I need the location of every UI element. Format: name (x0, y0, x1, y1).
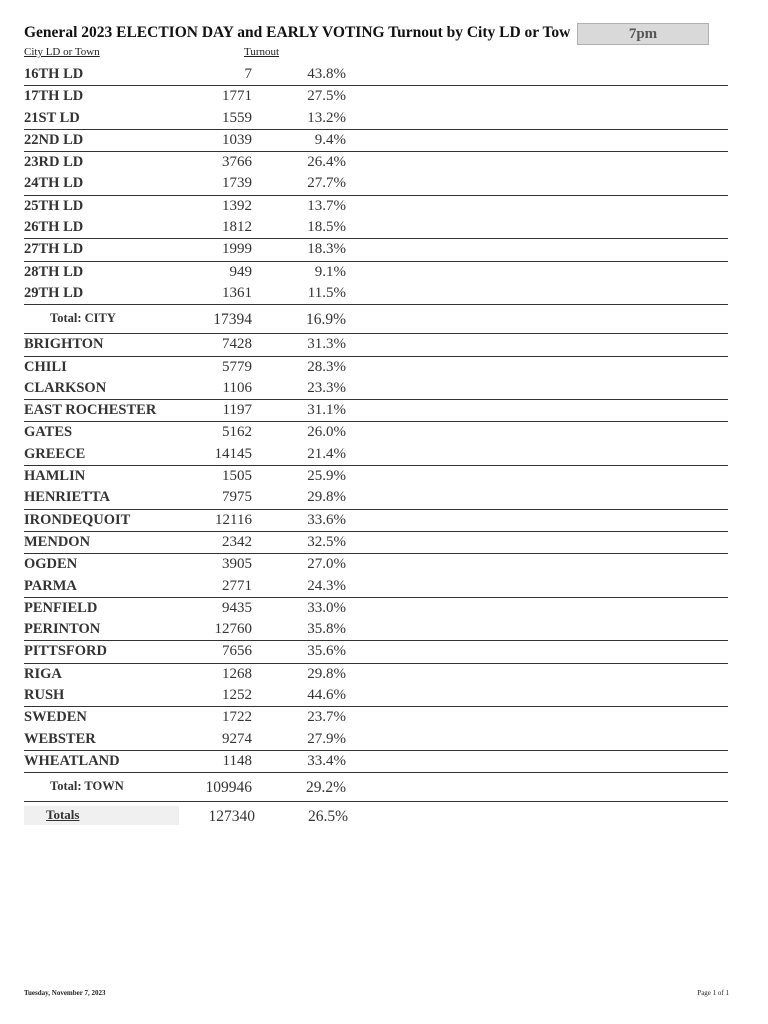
row-name: 23RD LD (24, 154, 84, 171)
row-turnout: 1252 (222, 687, 252, 704)
table-row (24, 444, 728, 466)
row-name: PARMA (24, 577, 77, 594)
row-name: Totals (24, 806, 179, 825)
row-percent: 33.4% (307, 752, 346, 769)
row-turnout: 5779 (222, 358, 252, 375)
table-row (24, 619, 728, 641)
table-row (24, 664, 728, 685)
row-turnout: 1771 (222, 88, 252, 105)
table-row (24, 400, 728, 422)
row-percent: 27.7% (307, 175, 346, 192)
row-name: WEBSTER (24, 730, 96, 747)
row-name: GREECE (24, 445, 86, 462)
row-turnout: 2771 (222, 577, 252, 594)
row-name: SWEDEN (24, 709, 87, 726)
row-name: 29TH LD (24, 284, 84, 301)
row-turnout: 127340 (208, 808, 255, 826)
row-name: HAMLIN (24, 468, 86, 485)
row-percent: 13.7% (307, 197, 346, 214)
row-name: PERINTON (24, 621, 101, 638)
row-percent: 27.0% (307, 556, 346, 573)
row-percent: 9.1% (314, 263, 346, 280)
table-row (24, 378, 728, 400)
row-percent: 26.5% (307, 808, 348, 826)
row-turnout: 7428 (222, 336, 252, 353)
row-percent: 27.9% (307, 730, 346, 747)
row-percent: 11.5% (307, 284, 346, 301)
row-percent: 31.1% (307, 402, 346, 419)
row-percent: 24.3% (307, 577, 346, 594)
row-turnout: 1039 (222, 131, 252, 148)
row-percent: 13.2% (307, 109, 346, 126)
row-name: 24TH LD (24, 175, 84, 192)
row-name: 21ST LD (24, 109, 80, 126)
row-turnout: 1106 (222, 379, 252, 396)
row-name: MENDON (24, 533, 91, 550)
row-name: RIGA (24, 665, 62, 682)
row-turnout: 7656 (222, 643, 252, 660)
row-percent: 44.6% (307, 687, 346, 704)
row-name: Total: CITY (50, 311, 116, 326)
row-name: 26TH LD (24, 219, 84, 236)
row-percent: 33.6% (307, 511, 346, 528)
table-row (24, 130, 728, 152)
table-row (24, 86, 728, 107)
turnout-table (24, 64, 728, 828)
table-row (24, 576, 728, 598)
subtotal-row (24, 305, 728, 334)
row-percent: 18.5% (307, 219, 346, 236)
row-turnout: 1999 (222, 241, 252, 258)
row-turnout: 5162 (222, 424, 252, 441)
row-name: BRIGHTON (24, 336, 104, 353)
row-turnout: 109946 (205, 779, 252, 797)
row-name: PITTSFORD (24, 643, 107, 660)
report-title: General 2023 ELECTION DAY and EARLY VOTING Turnout by City LD or Tow (24, 24, 571, 41)
row-name: GATES (24, 424, 73, 441)
table-row (24, 487, 728, 509)
column-header-name: City LD or Town (24, 46, 100, 58)
row-turnout: 9274 (222, 730, 252, 747)
row-turnout: 9435 (222, 599, 252, 616)
row-turnout: 3905 (222, 556, 252, 573)
row-turnout: 1361 (222, 284, 252, 301)
row-name: 16TH LD (24, 66, 84, 82)
row-name: OGDEN (24, 556, 78, 573)
row-percent: 29.2% (305, 779, 346, 797)
table-row (24, 422, 728, 443)
row-percent: 26.4% (307, 154, 346, 171)
row-name: WHEATLAND (24, 752, 120, 769)
footer-page-number: Page 1 of 1 (697, 989, 729, 997)
row-percent: 31.3% (307, 336, 346, 353)
row-percent: 29.8% (307, 489, 346, 506)
table-row (24, 239, 728, 261)
row-turnout: 17394 (213, 311, 252, 329)
table-row (24, 685, 728, 707)
table-row (24, 217, 728, 239)
row-turnout: 1505 (222, 468, 252, 485)
table-row (24, 751, 728, 773)
row-percent: 18.3% (307, 241, 346, 258)
table-row (24, 108, 728, 130)
table-row (24, 334, 728, 356)
row-percent: 9.4% (314, 131, 346, 148)
row-turnout: 1392 (222, 197, 252, 214)
row-percent: 25.9% (307, 468, 346, 485)
row-name: PENFIELD (24, 599, 98, 616)
row-name: EAST ROCHESTER (24, 402, 157, 419)
row-percent: 33.0% (307, 599, 346, 616)
row-turnout: 1559 (222, 109, 252, 126)
table-row (24, 262, 728, 283)
row-turnout: 1148 (222, 752, 252, 769)
table-row (24, 152, 728, 173)
table-row (24, 598, 728, 619)
row-name: CHILI (24, 358, 67, 375)
row-turnout: 12116 (215, 511, 252, 528)
row-name: Total: TOWN (50, 779, 124, 794)
row-percent: 23.3% (307, 379, 346, 396)
table-row (24, 729, 728, 751)
row-turnout: 7975 (222, 489, 252, 506)
row-percent: 43.8% (307, 66, 346, 82)
row-percent: 29.8% (307, 665, 346, 682)
table-row (24, 554, 728, 575)
row-name: 22ND LD (24, 131, 84, 148)
row-name: CLARKSON (24, 379, 107, 396)
table-row (24, 532, 728, 554)
table-row (24, 283, 728, 305)
row-turnout: 1739 (222, 175, 252, 192)
column-header-turnout: Turnout (244, 46, 280, 58)
row-turnout: 3766 (222, 154, 252, 171)
row-turnout: 1812 (222, 219, 252, 236)
row-name: 17TH LD (24, 88, 84, 105)
row-percent: 35.6% (307, 643, 346, 660)
row-turnout: 14145 (214, 445, 252, 462)
table-row (24, 196, 728, 217)
row-turnout: 1722 (222, 709, 252, 726)
row-name: 25TH LD (24, 197, 84, 214)
row-turnout: 949 (229, 263, 252, 280)
row-percent: 16.9% (305, 311, 346, 329)
row-turnout: 12760 (214, 621, 252, 638)
row-percent: 28.3% (307, 358, 346, 375)
row-turnout: 7 (244, 66, 252, 82)
row-turnout: 2342 (222, 533, 252, 550)
table-row (24, 707, 728, 728)
table-row (24, 357, 728, 378)
row-percent: 21.4% (307, 445, 346, 462)
table-row (24, 510, 728, 532)
row-percent: 35.8% (307, 621, 346, 638)
table-row (24, 466, 728, 487)
row-percent: 32.5% (307, 533, 346, 550)
footer-date: Tuesday, November 7, 2023 (24, 989, 106, 997)
row-percent: 27.5% (307, 88, 346, 105)
time-badge: 7pm (577, 23, 709, 45)
row-name: IRONDEQUOIT (24, 511, 131, 528)
row-turnout: 1268 (222, 665, 252, 682)
table-row (24, 64, 728, 86)
row-name: RUSH (24, 687, 65, 704)
row-name: 27TH LD (24, 241, 84, 258)
row-name: 28TH LD (24, 263, 84, 280)
grand-total-row (24, 802, 728, 828)
table-row (24, 641, 728, 663)
subtotal-row (24, 773, 728, 802)
row-name: HENRIETTA (24, 489, 110, 506)
row-percent: 23.7% (307, 709, 346, 726)
row-percent: 26.0% (307, 424, 346, 441)
row-turnout: 1197 (222, 402, 252, 419)
table-row (24, 173, 728, 195)
